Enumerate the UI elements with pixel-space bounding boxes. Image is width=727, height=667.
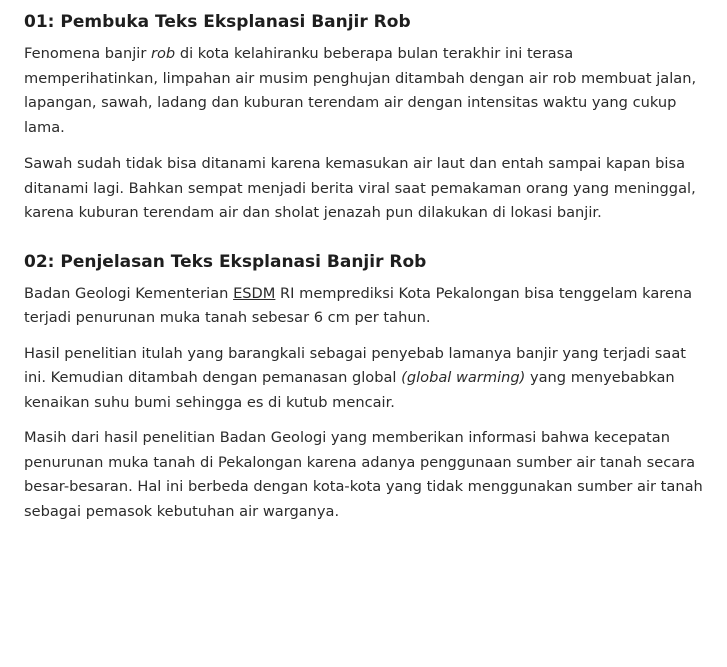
esdm-link[interactable]: ESDM [233, 284, 276, 302]
text-run: RI memprediksi Kota Pekalongan bisa tenggelam karena terjadi penurunan muka tanah sebesar 6 cm per tahun. [24, 284, 693, 326]
paragraph: Masih dari hasil penelitian Badan Geologi yang memberikan informasi bahwa kecepatan penurunan muka tanah di Pekalongan karena adanya penggunaan sumber air tanah secara besar-besaran. Hal ini berbeda dengan kota-kota yang tidak menggunakan sumber air tanah sebagai pemasok kebutuhan air warganya. [24, 429, 703, 520]
paragraph [24, 342, 707, 416]
text-run: di kota kelahiranku beberapa bulan terakhir ini terasa memperihatinkan, limpahan air musim penghujan ditambah dengan air rob membuat jalan, lapangan, sawah, ladang dan kuburan terendam air dengan intensitas waktu yang cukup lama. [24, 45, 697, 136]
section-heading: 01: Pembuka Teks Eksplanasi Banjir Rob [24, 12, 411, 32]
section-explanation [24, 252, 707, 525]
section-heading: 02: Penjelasan Teks Eksplanasi Banjir Rob [24, 251, 427, 272]
italic-term: rob [150, 45, 176, 62]
section-opening [24, 12, 707, 226]
text-run: Fenomena banjir [24, 45, 151, 62]
italic-term: (global warming) [401, 369, 526, 386]
paragraph [24, 282, 707, 331]
paragraph [24, 42, 707, 140]
paragraph: Sawah sudah tidak bisa ditanami karena kemasukan air laut dan entah sampai kapan bisa ditanami lagi. Bahkan sempat menjadi berita viral saat pemakaman orang yang meninggal, karena kuburan terendam air dan sholat jenazah pun dilakukan di lokasi banjir. [24, 155, 696, 221]
text-run: Badan Geologi Kementerian [24, 284, 234, 302]
text-run: yang menyebabkan kenaikan suhu bumi sehingga es di kutub mencair. [24, 369, 675, 411]
text-run: Hasil penelitian itulah yang barangkali sebagai penyebab lamanya banjir yang terjadi saat ini. Kemudian ditambah dengan pemanasan global [24, 344, 686, 386]
